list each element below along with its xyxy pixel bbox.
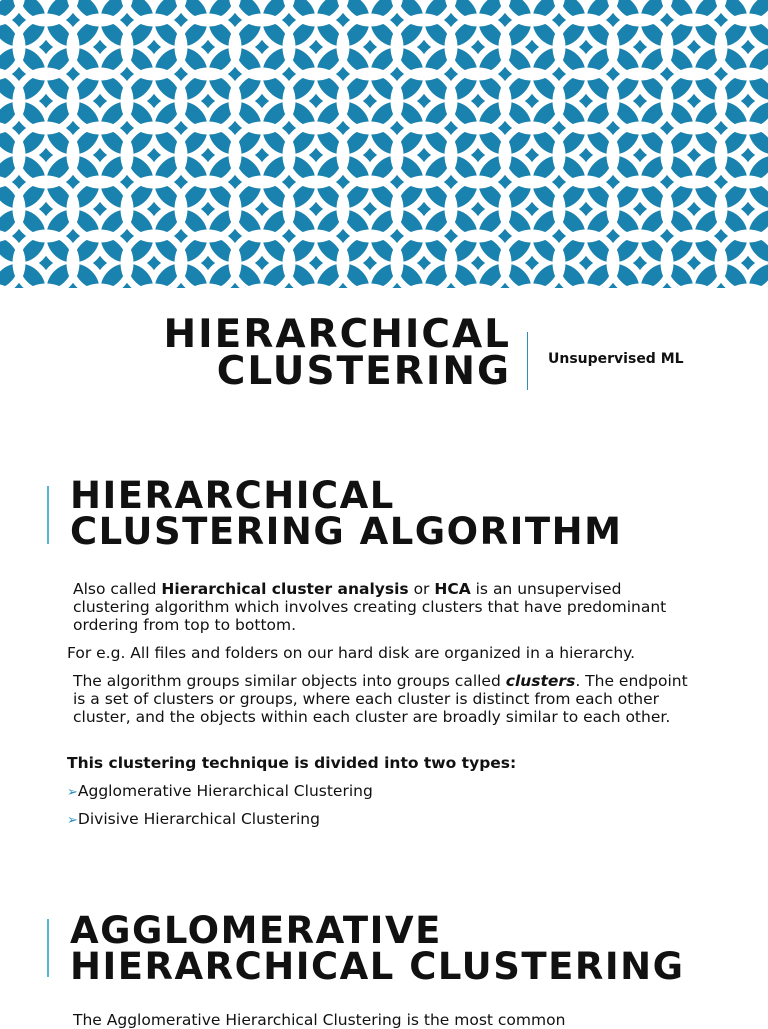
section-title-line-1: HIERARCHICAL bbox=[70, 474, 395, 517]
section-title-line-2: CLUSTERING ALGORITHM bbox=[70, 510, 623, 553]
bold-term: Hierarchical cluster analysis bbox=[161, 580, 409, 598]
title-line-1: HIERARCHICAL bbox=[163, 312, 511, 357]
circle-pattern-icon bbox=[0, 0, 768, 288]
title-divider bbox=[527, 332, 528, 390]
text: Also called bbox=[73, 580, 162, 598]
title-line-2: CLUSTERING bbox=[216, 349, 511, 394]
text: is an unsupervised clustering algorithm which involves creating clusters that have predominant ordering from top to bottom. bbox=[73, 580, 667, 634]
page-title bbox=[163, 312, 511, 394]
section-accent-bar bbox=[47, 919, 49, 977]
bold-term: HCA bbox=[434, 580, 471, 598]
emphasis-term: clusters bbox=[505, 672, 576, 690]
pattern-banner bbox=[0, 0, 768, 288]
section-title bbox=[70, 474, 623, 553]
text: or bbox=[408, 580, 435, 598]
paragraph-groups bbox=[73, 672, 693, 726]
list-item bbox=[67, 782, 373, 802]
paragraph-types-heading: This clustering technique is divided into two types: bbox=[67, 754, 517, 772]
arrow-bullet-icon: ➢ bbox=[67, 813, 78, 828]
paragraph-example: For e.g. All files and folders on our hard disk are organized in a hierarchy. bbox=[67, 644, 636, 662]
paragraph-definition bbox=[73, 580, 693, 634]
list-item bbox=[67, 810, 320, 830]
section-title-line-2: HIERARCHICAL CLUSTERING bbox=[70, 945, 685, 988]
title-slide bbox=[0, 288, 768, 438]
list-item-label: Agglomerative Hierarchical Clustering bbox=[77, 782, 373, 800]
subtitle: Unsupervised ML bbox=[548, 351, 684, 367]
section-title bbox=[70, 909, 685, 988]
paragraph-agglomerative: The Agglomerative Hierarchical Clustering is the most common bbox=[73, 1011, 566, 1029]
arrow-bullet-icon: ➢ bbox=[67, 785, 78, 800]
text: . The endpoint is a set of clusters or groups, where each cluster is distinct from each other cluster, and the objects within each cluster are broadly similar to each other. bbox=[73, 672, 688, 726]
list-item-label: Divisive Hierarchical Clustering bbox=[77, 810, 320, 828]
text: The algorithm groups similar objects into groups called bbox=[73, 672, 506, 690]
section-accent-bar bbox=[47, 486, 49, 544]
section-title-line-1: AGGLOMERATIVE bbox=[70, 909, 442, 952]
